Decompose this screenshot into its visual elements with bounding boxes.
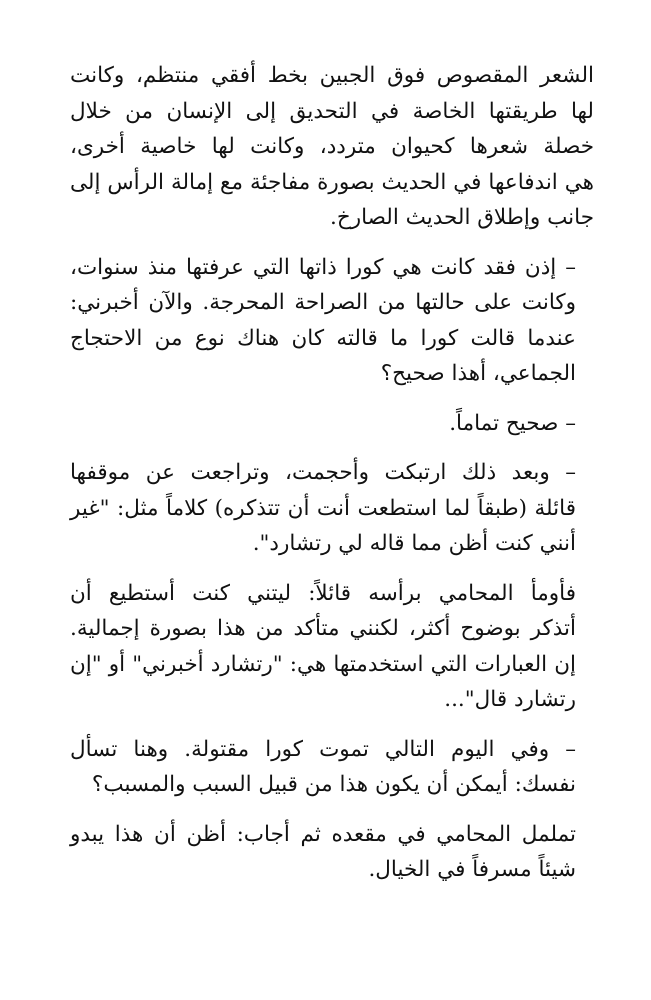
text-line: خصلة شعرها كحيوان متردد، وكانت لها خاصية أخرى، (70, 134, 594, 159)
text-line: – وفي اليوم التالي تموت كورا مقتولة. وهنا تسأل (70, 736, 576, 762)
paragraph-dialogue-4 (70, 732, 594, 803)
text-line: قائلة (طبقاً لما استطعت أنت أن تتذكره) كلاماً مثل: "غير (70, 495, 576, 521)
text-line: – إذن فقد كانت هي كورا ذاتها التي عرفتها منذ سنوات، (70, 254, 576, 280)
text-line: أتذكر بوضوح أكثر، لكنني متأكد من هذا بصورة إجمالية. (70, 616, 576, 641)
paragraph-description (70, 58, 594, 236)
text-line: – صحيح تماماً. (449, 410, 576, 436)
text-line: تململ المحامي في مقعده ثم أجاب: أظن أن هذا يبدو (70, 821, 576, 847)
text-line: هي اندفاعها في الحديث بصورة مفاجئة مع إمالة الرأس إلى (70, 169, 594, 195)
text-line: الجماعي، أهذا صحيح؟ (380, 361, 576, 386)
text-line: رتشارد قال"... (444, 687, 576, 712)
text-line: شيئاً مسرفاً في الخيال. (368, 857, 576, 882)
paragraph-dialogue-2 (70, 406, 594, 442)
text-line: إن العبارات التي استخدمتها هي: "رتشارد أخبرني" أو "إن (70, 651, 576, 677)
paragraph-narration-1 (70, 576, 594, 718)
text-line: أنني كنت أظن مما قاله لي رتشارد". (252, 531, 576, 556)
text-line: فأومأ المحامي برأسه قائلاً: ليتني كنت أستطيع أن (70, 580, 576, 606)
text-line: جانب وإطلاق الحديث الصارخ. (329, 205, 594, 230)
paragraph-dialogue-1 (70, 250, 594, 392)
text-line: نفسك: أيمكن أن يكون هذا من قبيل السبب والمسبب؟ (91, 772, 576, 797)
book-page (70, 58, 594, 902)
text-line: وكانت على حالتها من الصراحة المحرجة. والآن أخبرني: (70, 290, 576, 315)
text-line: لها طريقتها الخاصة في التحديق إلى الإنسان من خلال (70, 98, 594, 124)
paragraph-narration-2 (70, 817, 594, 888)
text-line: عندما قالت كورا ما قالته كان هناك نوع من الاحتجاج (70, 325, 576, 351)
paragraph-dialogue-3 (70, 455, 594, 562)
text-line: – وبعد ذلك ارتبكت وأحجمت، وتراجعت عن موقفها (70, 460, 576, 485)
text-line: الشعر المقصوص فوق الجبين بخط أفقي منتظم، وكانت (70, 63, 594, 88)
